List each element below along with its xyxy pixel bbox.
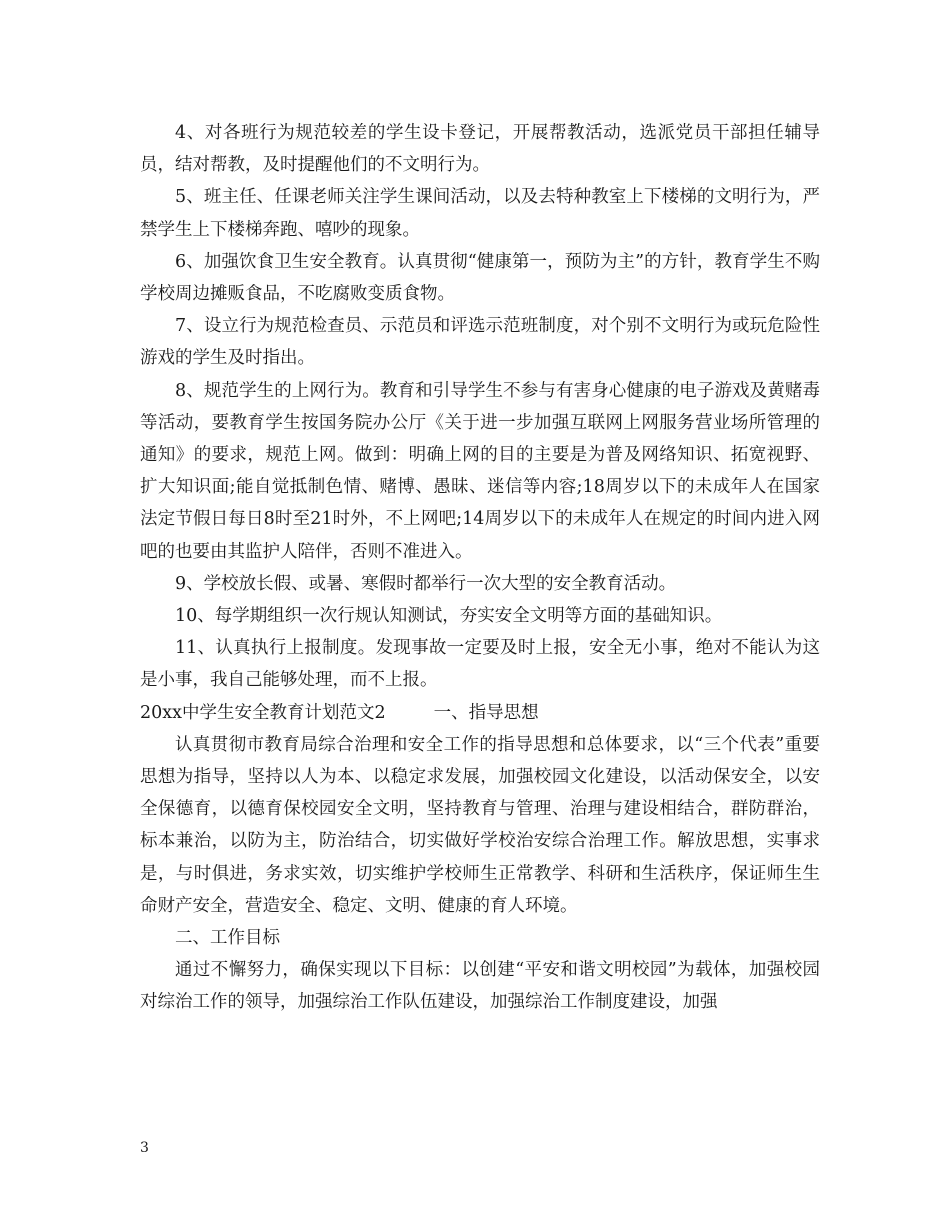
- paragraph-work-goals: 通过不懈努力，确保实现以下目标：以创建“平安和谐文明校园”为载体，加强校园对综治工作的领导，加强综治工作队伍建设，加强综治工作制度建设，加强: [140, 960, 820, 1013]
- paragraph-item-9: 9、学校放长假、或暑、寒假时都举行一次大型的安全教育活动。: [175, 573, 677, 594]
- document-body: [140, 117, 820, 1019]
- paragraph-item-11: 11、认真执行上报制度。发现事故一定要及时上报，安全无小事，绝对不能认为这是小事，我自己能够处理，而不上报。: [140, 638, 820, 691]
- paragraph-item-10: 10、每学期组织一次行规认知测试，夯实安全文明等方面的基础知识。: [175, 606, 723, 627]
- section-title-work-goals: 二、工作目标: [175, 928, 280, 949]
- paragraph-item-6: 6、加强饮食卫生安全教育。认真贯彻“健康第一，预防为主”的方针，教育学生不购学校周边摊贩食品，不吃腐败变质食物。: [140, 251, 820, 305]
- paragraph-item-8: 8、规范学生的上网行为。教育和引导学生不参与有害身心健康的电子游戏及黄赌毒等活动，要教育学生按国务院办公厅《关于进一步加强互联网上网服务营业场所管理的通知》的要求，规范上网。做到：明确上网的目的主要是为普及网络知识、拓宽视野、扩大知识面;能自觉抵制色情、赌博、愚昧、迷信等内容;18周岁以下的未成年人在国家法定节假日每日8时至21时外，不上网吧;14周岁以下的未成年人在规定的时间内进入网吧的也要由其监护人陪伴，否则不准进入。: [140, 380, 820, 562]
- paragraph-guiding-ideology: 认真贯彻市教育局综合治理和安全工作的指导思想和总体要求，以“三个代表”重要思想为指导，坚持以人为本、以稳定求发展，加强校园文化建设，以活动保安全，以安全保德育，以德育保校园安全文明，坚持教育与管理、治理与建设相结合，群防群治，标本兼治，以防为主，防治结合，切实做好学校治安综合治理工作。解放思想，实事求是，与时俱进，务求实效，切实维护学校师生正常教学、科研和生活秩序，保证师生生命财产安全，营造安全、稳定、文明、健康的育人环境。: [140, 734, 820, 916]
- paragraph-item-7: 7、设立行为规范检查员、示范员和评选示范班制度，对个别不文明行为或玩危险性游戏的学生及时指出。: [140, 316, 820, 369]
- paragraph-item-5: 5、班主任、任课老师关注学生课间活动，以及去特种教室上下楼梯的文明行为，严禁学生上下楼梯奔跑、嘻吵的现象。: [140, 187, 820, 240]
- paragraph-item-4: 4、对各班行为规范较差的学生设卡登记，开展帮教活动，选派党员干部担任辅导员，结对帮教，及时提醒他们的不文明行为。: [140, 123, 820, 176]
- page-number: 3: [140, 1140, 149, 1156]
- section-title-guiding-ideology: 一、指导思想: [433, 702, 539, 723]
- section-heading: [140, 697, 820, 729]
- document-title: 20xx中学生安全教育计划范文2: [140, 702, 386, 723]
